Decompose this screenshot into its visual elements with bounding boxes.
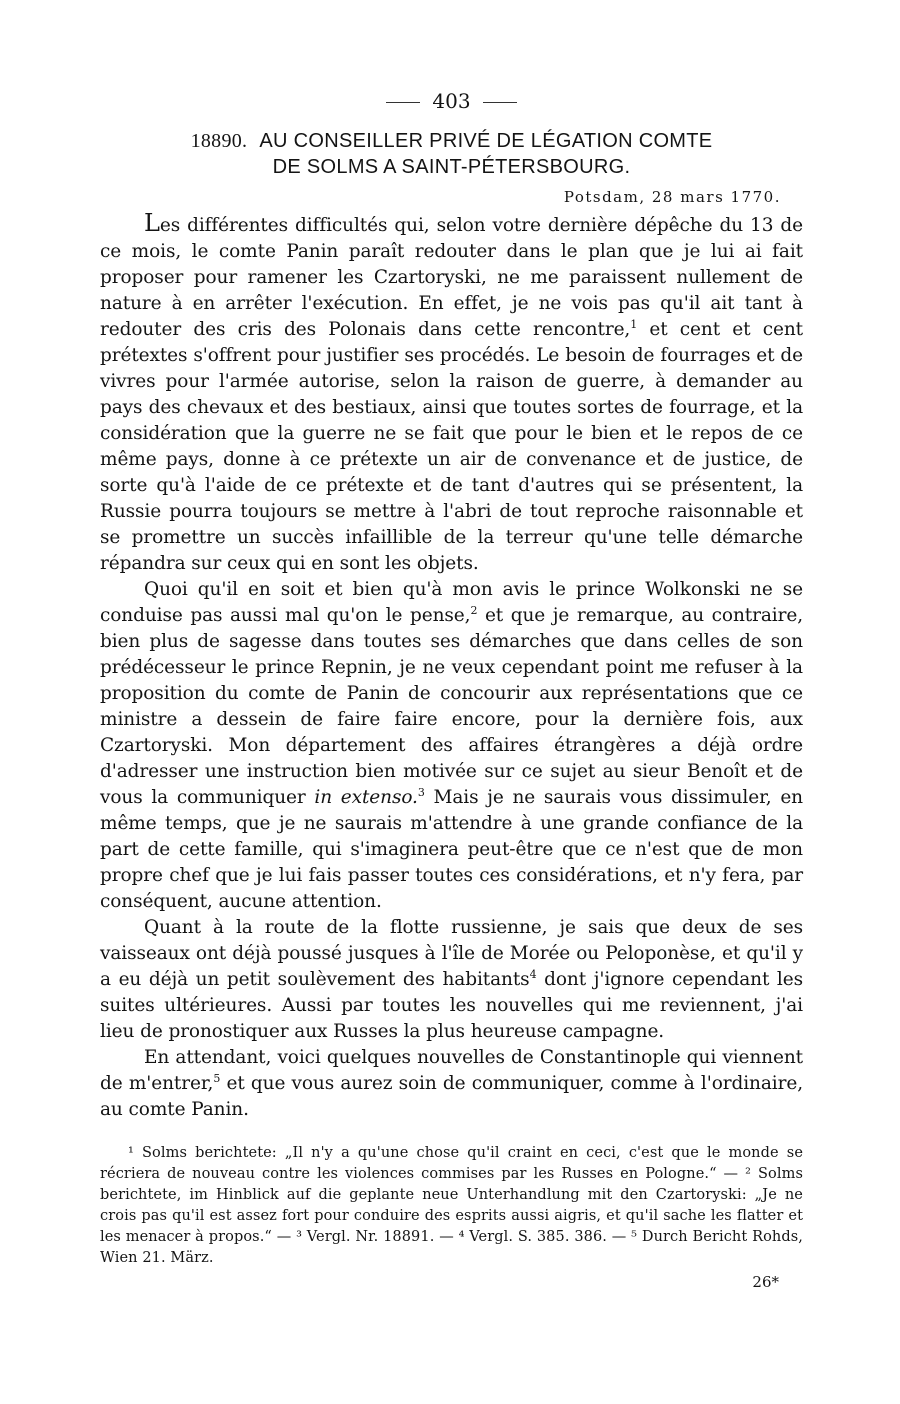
dash-right [483,102,517,103]
paragraph-2-text-a: Quoi qu'il en soit et bien qu'à mon avis le prince Wolkonski ne se conduise pas aussi mal qu'on le pense, [100,579,803,626]
paragraph-2-text-c: Mais je ne saurais vous dissimuler, en même temps, que je ne saurais m'attendre à une grande confiance de la part de cette famille, qui s'imaginera peut-être que ce n'est que de mon propre chef que je lui fais passer toutes ces considérations, et n'y fera, par conséquent, aucune attention. [100,787,803,912]
paragraph-1 [100,210,803,577]
paragraph-initial: L [144,209,160,237]
signature-mark: 26* [752,1273,779,1291]
footnote-ref-5[interactable]: 5 [213,1071,221,1085]
footnote-ref-3[interactable]: 3 [417,785,425,799]
paragraph-1-text-b: et cent et cent prétextes s'offrent pour justifier ses procédés. Le besoin de fourrages et de vivres pour l'armée autorise, selon la raison de guerre, à demander au pays des chevaux et des bestiaux, ainsi que toutes sortes de fourrage, et la considération que la guerre ne se fait que pour le bien et le repos de ce même pays, donne à ce prétexte un air de convenance et de justice, de sorte qu'à l'aide de ce prétexte et de tant d'autres qui se présentent, la Russie pourra toujours se mettre à l'abri de tout reproche raisonnable et se promettre un succès infaillible de la terreur qu'une telle démarche répandra sur ceux qui en sont les objets. [100,319,803,574]
letter-number: 18890. [190,130,248,152]
paragraph-4-text-a: En attendant, voici quelques nouvelles de Constantinople qui viennent de m'entrer, [100,1047,803,1094]
heading-text-1: AU CONSEILLER PRIVÉ DE LÉGATION COMTE [259,130,713,152]
paragraph-2-text-b: et que je remarque, au contraire, bien plus de sagesse dans toutes ses démarches que dans celles de son prédécesseur le prince Repnin, je ne veux cependant point me refuser à la proposition du comte de Panin de concourir aux représentations que ce ministre a dessein de faire faire encore, pour la dernière fois, aux Czartoryski. Mon département des affaires étrangères a déjà ordre d'adresser une instruction bien motivée sur ce sujet au sieur Benoît et de vous la communiquer [100,605,803,808]
footnote-ref-2[interactable]: 2 [470,603,478,617]
footnotes [100,1143,803,1269]
letter-body [100,210,803,1123]
document-page [100,80,803,1291]
footnote-ref-4[interactable]: 4 [529,967,537,981]
letter-heading [100,128,803,180]
paragraph-2 [100,577,803,915]
paragraph-3 [100,915,803,1045]
paragraph-4-text-b: et que vous aurez soin de communiquer, comme à l'ordinaire, au comte Panin. [100,1073,803,1120]
paragraph-4 [100,1045,803,1123]
paragraph-3-text-a: Quant à la route de la flotte russienne, je sais que deux de ses vaisseaux ont déjà poussé jusques à l'île de Morée ou Peloponèse, et qu'il y a eu déjà un petit soulèvement des habitants [100,917,803,990]
dash-left [386,102,420,103]
dateline: Potsdam, 28 mars 1770. [563,188,781,206]
page-number-row [100,88,803,114]
heading-line-2: DE SOLMS A SAINT-PÉTERSBOURG. [272,156,631,178]
page-number: 403 [432,89,471,113]
footnote-ref-1[interactable]: 1 [630,317,638,331]
paragraph-3-text-b: dont j'ignore cependant les suites ultérieures. Aussi par toutes les nouvelles qui me reviennent, j'ai lieu de pronostiquer aux Russes la plus heureuse campagne. [100,969,803,1042]
paragraph-1-text-a: es différentes difficultés qui, selon votre dernière dépêche du 13 de ce mois, le comte Panin paraît redouter dans le plan que je lui ai fait proposer pour ramener les Czartoryski, ne me paraissent nullement de nature à en arrêter l'exécution. En effet, je ne vois pas qu'il ait tant à redouter des cris des Polonais dans cette rencontre, [100,215,803,340]
footnotes-text: ¹ Solms berichtete: „Il n'y a qu'une chose qu'il craint en ceci, c'est que le monde se récriera de nouveau contre les violences commises par les Russes en Pologne.“ — ² Solms berichtete, im Hinblick auf die geplante neue Unterhandlung mit den Czartoryski: „Je ne crois pas qu'il est assez fort pour conduire des esprits aussi aigris, et qu'il sache les flatter et les menacer à propos.“ — ³ Vergl. Nr. 18891. — ⁴ Vergl. S. 385. 386. — ⁵ Durch Bericht Rohds, Wien 21. März. [100,1145,803,1266]
paragraph-2-italic: in extenso. [314,787,418,808]
heading-line-1 [100,128,803,154]
